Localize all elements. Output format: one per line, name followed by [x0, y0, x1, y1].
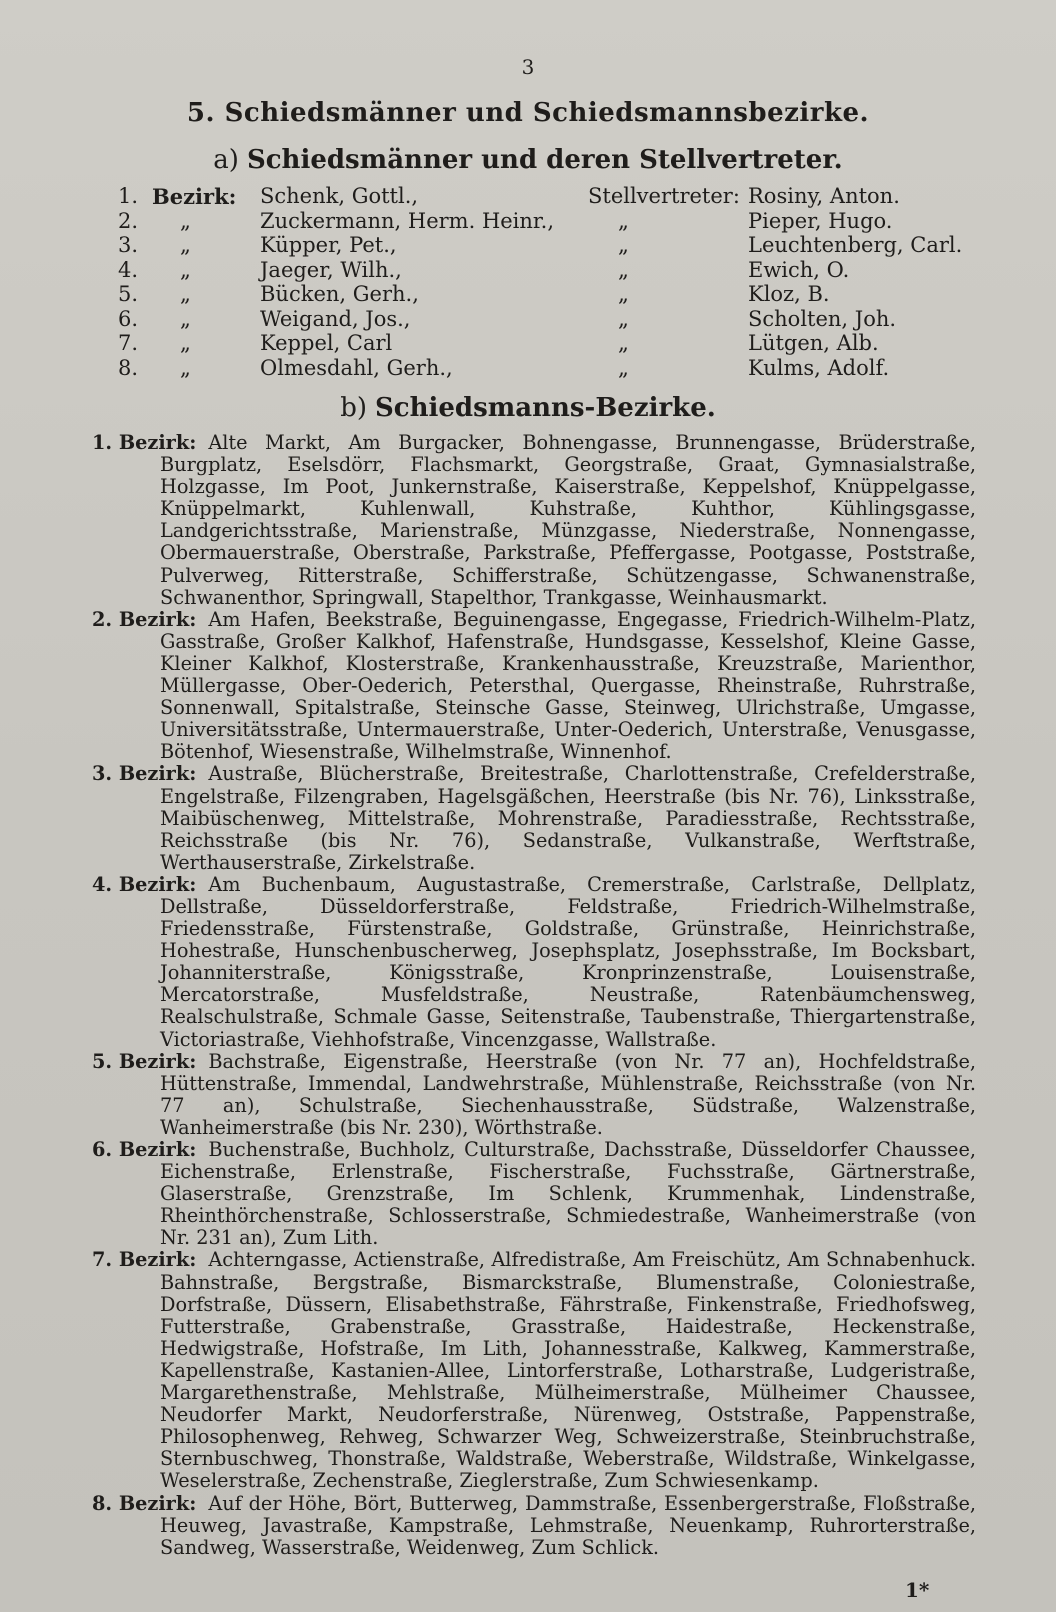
district-heading: 1. Bezirk: — [92, 431, 197, 454]
arbiter-name: Jaeger, Wilh., — [260, 257, 402, 282]
district-streets: Alte Markt, Am Burgacker, Bohnengasse, Brunnengasse, Brüderstraße, Burgplatz, Eselsdörr, Flachsmarkt, Georgstraße, Graat, Gymnasialstraße, Holzgasse, Im Poot, Junkernstraße, Kaiserstraße, Keppelshof, Knüppelgasse, Knüppelmarkt, Kuhlenwall, Kuhstraße, Kuhthor, Kühlingsgasse, Landgerichtsstraße, Marienstraße, Münzgasse, Niederstraße, Nonnengasse, Obermauerstraße, Oberstraße, Parkstraße, Pfeffergasse, Pootgasse, Poststraße, Pulverweg, Ritterstraße, Schifferstraße, Schützengasse, Schwanenstraße, Schwanenthor, Springwall, Stapelthor, Trankgasse, Weinhausmarkt. — [160, 431, 976, 609]
subsection-b-title: Schiedsmanns-Bezirke. — [374, 393, 716, 423]
arbiter-name: Keppel, Carl — [260, 331, 393, 355]
district-heading: 3. Bezirk: — [92, 762, 197, 786]
signature-mark: 1* — [905, 1578, 930, 1602]
district-heading: 6. Bezirk: — [92, 1138, 197, 1161]
district-heading: 8. Bezirk: — [92, 1491, 197, 1515]
district-heading: 4. Bezirk: — [92, 872, 197, 896]
district-streets: Buchenstraße, Buchholz, Culturstraße, Dachsstraße, Düsseldorfer Chaussee, Eichenstraße, Erlenstraße, Fischerstraße, Fuchsstraße, Gärtnerstraße, Glaserstraße, Grenzstraße, Im Schlenk, Krummenhak, Lindenstraße, Rheinthörchenstraße, Schlosserstraße, Schmiedestraße, Wanheimerstraße (von Nr. 231 an), Zum Lith. — [160, 1138, 976, 1250]
arbiter-row — [118, 356, 948, 381]
arbiter-name: Schenk, Gottl., — [260, 184, 419, 208]
deputy-label: „ — [618, 282, 629, 306]
deputy-name: Lütgen, Alb. — [748, 331, 879, 355]
deputy-name: Pieper, Hugo. — [748, 208, 893, 233]
district-entry — [92, 1249, 976, 1492]
arbiter-row — [118, 307, 948, 332]
district-entry — [92, 1051, 976, 1139]
district-heading: 5. Bezirk: — [92, 1049, 197, 1073]
arbiter-number: 4. — [118, 257, 139, 282]
arbiter-name: Küpper, Pet., — [260, 233, 397, 257]
subsection-b-heading — [0, 393, 1056, 423]
deputy-name: Kulms, Adolf. — [748, 355, 890, 380]
arbiter-name: Zuckermann, Herm. Heinr., — [260, 208, 555, 233]
district-streets: Auf der Höhe, Bört, Butterweg, Dammstraße, Essenbergerstraße, Floßstraße, Heuweg, Javastraße, Kampstraße, Lehmstraße, Neuenkamp, Ruhrorterstraße, Sandweg, Wasserstraße, Weidenweg, Zum Schlick. — [160, 1491, 976, 1559]
arbiter-row — [118, 282, 948, 307]
district-entry — [92, 874, 976, 1051]
deputy-name: Ewich, O. — [748, 257, 850, 282]
arbiter-row — [118, 184, 948, 209]
district-list — [92, 432, 976, 1559]
subsection-a-letter: a) — [213, 145, 239, 175]
arbiter-row — [118, 258, 948, 283]
district-entry — [92, 609, 976, 764]
arbiter-number: 5. — [118, 282, 139, 306]
deputy-name: Kloz, B. — [748, 282, 830, 306]
district-heading: 7. Bezirk: — [92, 1248, 197, 1272]
deputy-label: „ — [618, 306, 629, 331]
arbiter-district-label: „ — [180, 331, 191, 355]
arbiter-number: 8. — [118, 355, 139, 380]
arbiter-row — [118, 331, 948, 356]
subsection-a-heading — [0, 145, 1056, 175]
district-streets: Am Hafen, Beekstraße, Beguinengasse, Engegasse, Friedrich-Wilhelm-Platz, Gasstraße, Großer Kalkhof, Hafenstraße, Hundsgasse, Kesselshof, Kleine Gasse, Kleiner Kalkhof, Klosterstraße, Krankenhausstraße, Kreuzstraße, Marienthor, Müllergasse, Ober-Oederich, Petersthal, Quergasse, Rheinstraße, Ruhrstraße, Sonnenwall, Spitalstraße, Steinsche Gasse, Steinweg, Ulrichstraße, Umgasse, Universitätsstraße, Untermauerstraße, Unter-Oederich, Unterstraße, Venusgasse, Bötenhof, Wiesenstraße, Wilhelmstraße, Winnenhof. — [160, 607, 976, 764]
subsection-b-letter: b) — [340, 393, 367, 423]
arbiter-district-label: „ — [180, 355, 191, 380]
district-streets: Austraße, Blücherstraße, Breitestraße, Charlottenstraße, Crefelderstraße, Engelstraße, Filzengraben, Hagelsgäßchen, Heerstraße (bis Nr. 76), Linksstraße, Maibüschenweg, Mittelstraße, Mohrenstraße, Paradiesstraße, Rechtsstraße, Reichsstraße (bis Nr. 76), Sedanstraße, Vulkanstraße, Werftstraße, Werthauserstraße, Zirkelstraße. — [160, 762, 976, 874]
arbiter-number: 7. — [118, 331, 139, 355]
district-streets: Bachstraße, Eigenstraße, Heerstraße (von Nr. 77 an), Hochfeldstraße, Hüttenstraße, Immendal, Landwehrstraße, Mühlenstraße, Reichsstraße (von Nr. 77 an), Schulstraße, Siechenhausstraße, Südstraße, Walzenstraße, Wanheimerstraße (bis Nr. 230), Wörthstraße. — [160, 1049, 976, 1139]
arbiter-number: 3. — [118, 233, 139, 257]
arbiter-row — [118, 233, 963, 258]
arbiter-name: Bücken, Gerh., — [260, 282, 419, 306]
district-entry — [92, 432, 976, 609]
page-number: 3 — [521, 55, 535, 79]
district-entry — [92, 1139, 976, 1249]
arbiter-row — [118, 209, 948, 234]
arbiter-name: Olmesdahl, Gerh., — [260, 355, 453, 380]
arbiter-district-label: „ — [180, 306, 191, 331]
arbiter-number: 2. — [118, 208, 139, 233]
subsection-a-title: Schiedsmänner und deren Stellvertreter. — [246, 145, 843, 175]
deputy-name: Scholten, Joh. — [748, 306, 897, 331]
arbiter-district-label: „ — [180, 257, 191, 282]
deputy-name: Rosiny, Anton. — [748, 184, 900, 208]
deputy-label: Stellvertreter: — [588, 184, 740, 208]
arbiter-district-label: „ — [180, 233, 191, 257]
deputy-label: „ — [618, 208, 629, 233]
arbiter-number: 6. — [118, 306, 139, 331]
district-streets: Achterngasse, Actienstraße, Alfredistraße, Am Freischütz, Am Schnabenhuck. Bahnstraße, Bergstraße, Bismarckstraße, Blumenstraße, Coloniestraße, Dorfstraße, Düssern, Elisabethstraße, Fährstraße, Finkenstraße, Friedhofsweg, Futterstraße, Grabenstraße, Grasstraße, Haidestraße, Heckenstraße, Hedwigstraße, Hofstraße, Im Lith, Johannesstraße, Kalkweg, Kammerstraße, Kapellenstraße, Kastanien-Allee, Lintorferstraße, Lotharstraße, Ludgeristraße, Margarethenstraße, Mehlstraße, Mülheimerstraße, Mülheimer Chaussee, Neudorfer Markt, Neudorferstraße, Nürenweg, Oststraße, Pappenstraße, Philosophenweg, Rehweg, Schwarzer Weg, Schweizerstraße, Steinbruchstraße, Sternbuschweg, Thonstraße, Waldstraße, Weberstraße, Wildstraße, Winkelgasse, Weselerstraße, Zechenstraße, Zieglerstraße, Zum Schwiesenkamp. — [160, 1248, 976, 1493]
deputy-label: „ — [618, 355, 629, 380]
arbiter-district-label: Bezirk: — [152, 184, 237, 209]
arbiter-district-label: „ — [180, 208, 191, 233]
deputy-label: „ — [618, 331, 629, 355]
deputy-name: Leuchtenberg, Carl. — [748, 233, 963, 257]
deputy-label: „ — [618, 233, 629, 257]
arbiter-number: 1. — [118, 184, 139, 208]
district-entry — [92, 1493, 976, 1559]
district-streets: Am Buchenbaum, Augustastraße, Cremerstraße, Carlstraße, Dellplatz, Dellstraße, Düsseldorferstraße, Feldstraße, Friedrich-Wilhelmstraße, Friedensstraße, Fürstenstraße, Goldstraße, Grünstraße, Heinrichstraße, Hohestraße, Hunschenbuscherweg, Josephsplatz, Josephsstraße, Im Bocksbart, Johanniterstraße, Königsstraße, Kronprinzenstraße, Louisenstraße, Mercatorstraße, Musfeldstraße, Neustraße, Ratenbäumchensweg, Realschulstraße, Schmale Gasse, Seitenstraße, Taubenstraße, Thiergartenstraße, Victoriastraße, Viehhofstraße, Vincenzgasse, Wallstraße. — [160, 872, 976, 1051]
arbiter-list — [118, 184, 963, 380]
section-title: 5. Schiedsmänner und Schiedsmannsbezirke. — [186, 98, 870, 128]
arbiter-name: Weigand, Jos., — [260, 306, 411, 331]
district-entry — [92, 763, 976, 873]
district-heading: 2. Bezirk: — [92, 607, 197, 631]
arbiter-district-label: „ — [180, 282, 191, 306]
deputy-label: „ — [618, 257, 629, 282]
